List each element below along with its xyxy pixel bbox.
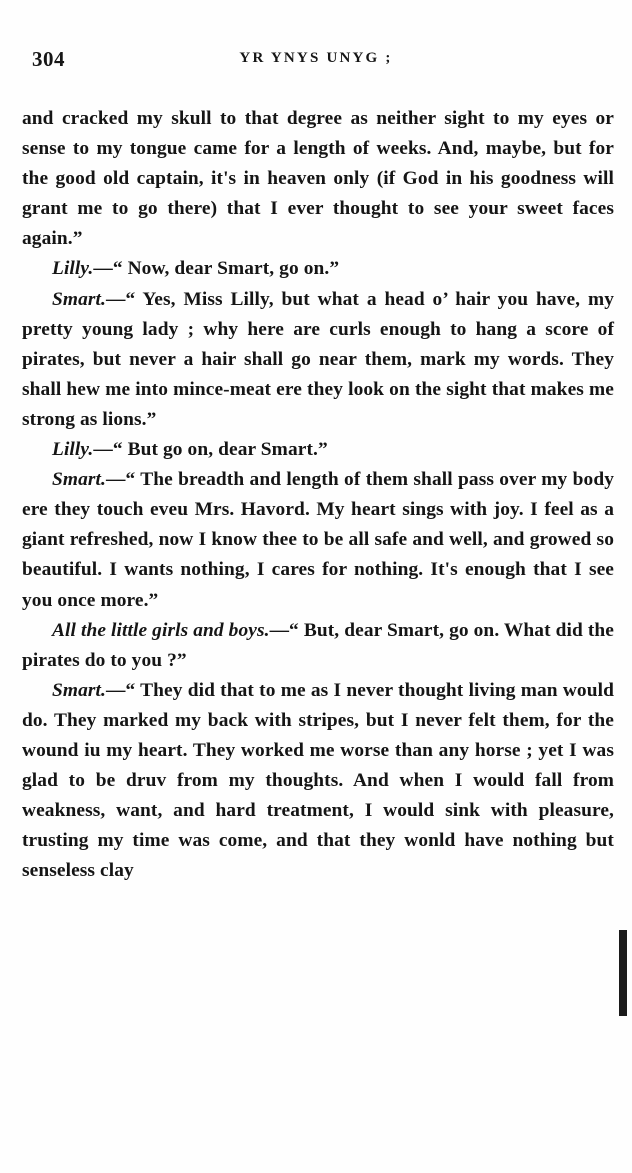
paragraph-text: and cracked my skull to that degree as neither sight to my eyes or sense to my tongue came for a length of weeks. And, maybe, but for the good old captain, it's in heaven only (if God in his goodness will grant me to go there) that I ever thought to see your sweet faces again.” xyxy=(22,108,614,250)
page-number: 304 xyxy=(32,47,65,71)
paragraph-text: —“ Yes, Miss Lilly, but what a head o’ hair you have, my pretty young lady ; why here are curls enough to hang a score of pirates, but never a hair shall go near them, mark my words. They shall hew me into mince-meat ere they look on the sight that makes me strong as lions.” xyxy=(22,288,614,430)
running-head: YR YNYS UNYG ; xyxy=(239,50,393,66)
paragraph-text: —“ But go on, dear Smart.” xyxy=(93,439,328,461)
speaker-label: Smart. xyxy=(52,679,106,701)
speaker-label: All the little girls and boys. xyxy=(52,619,270,641)
page-header xyxy=(28,47,604,73)
speaker-label: Smart. xyxy=(52,288,106,310)
page-edge-mark xyxy=(619,930,627,1016)
paragraph-text: —“ They did that to me as I never thought living man would do. They marked my back with stripes, but I never felt them, for the wound iu my heart. They worked me worse than any horse ; yet I was glad to be druv from my thoughts. And when I would fall from weakness, want, and hard treatment, I would sink with pleasure, trusting my time was come, and that they wonld have nothing but senseless clay xyxy=(22,679,614,882)
paragraph xyxy=(22,616,614,676)
paragraph xyxy=(22,285,614,435)
paragraph xyxy=(22,104,614,254)
paragraph xyxy=(22,254,614,284)
speaker-label: Lilly. xyxy=(52,258,94,280)
paragraph-text: —“ Now, dear Smart, go on.” xyxy=(93,258,340,280)
paragraph xyxy=(22,435,614,465)
paragraph-text: —“ The breadth and length of them shall pass over my body ere they touch eveu Mrs. Havord. My heart sings with joy. I feel as a giant refreshed, now I know thee to be all safe and well, and growed so beautiful. I wants nothing, I cares for nothing. It's enough that I see you once more.” xyxy=(22,469,614,611)
paragraph xyxy=(22,465,614,615)
paragraph-text: —“ But, dear Smart, go on. What did the pirates do to you ?” xyxy=(22,619,614,671)
page-body xyxy=(22,104,614,886)
paragraph xyxy=(22,676,614,887)
speaker-label: Smart. xyxy=(52,469,106,491)
speaker-label: Lilly. xyxy=(52,439,94,461)
